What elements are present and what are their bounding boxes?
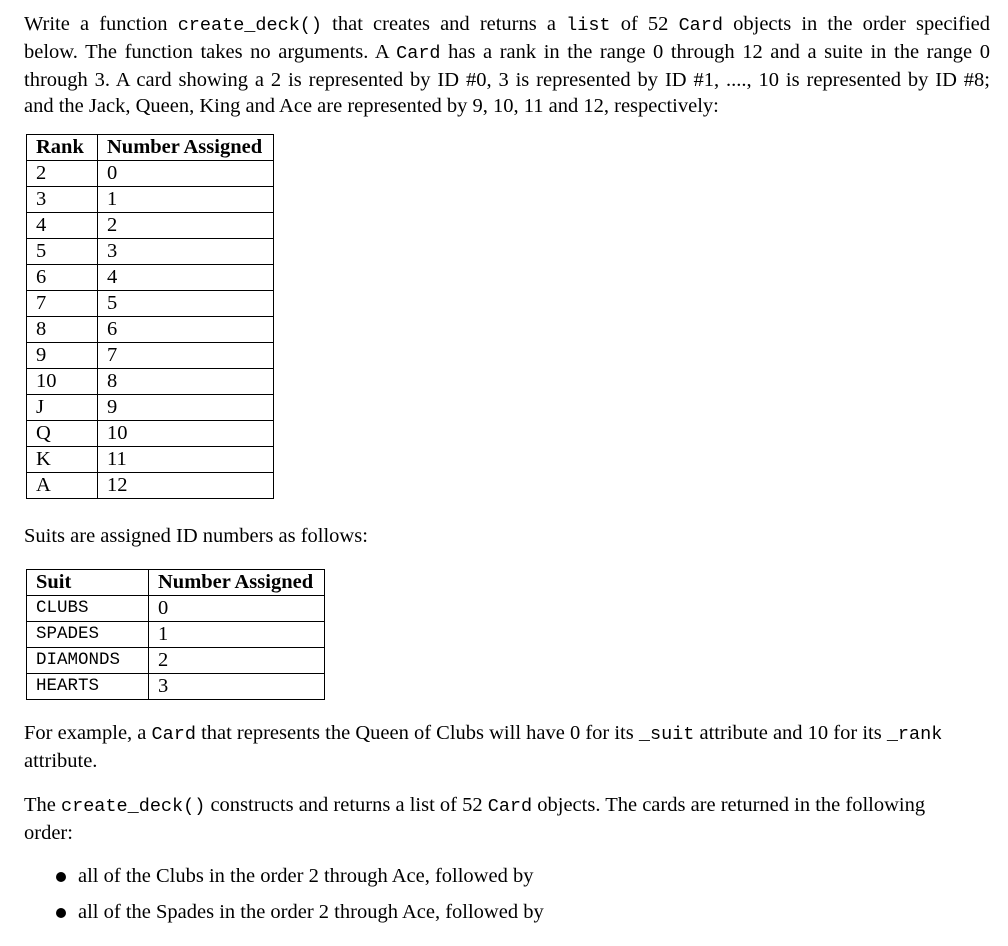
card-code: Card — [396, 43, 441, 64]
rank-cell: A — [27, 473, 98, 499]
suit-cell: DIAMONDS — [27, 648, 149, 674]
rank-cell: 6 — [27, 265, 98, 291]
rank-cell: J — [27, 395, 98, 421]
bullet-icon — [56, 908, 66, 918]
card-code: Card — [151, 724, 196, 745]
example-text: attribute. — [24, 750, 98, 772]
order-text: objects. The cards are returned in the following — [532, 794, 926, 816]
list-item-text: all of the Spades in the order 2 through Ace, followed by — [78, 901, 544, 923]
number-cell: 12 — [98, 473, 274, 499]
suit-column-header: Suit — [27, 570, 149, 596]
number-cell: 4 — [98, 265, 274, 291]
table-row — [27, 317, 274, 343]
number-cell: 7 — [98, 343, 274, 369]
number-cell: 11 — [98, 447, 274, 473]
number-cell: 0 — [149, 596, 325, 622]
table-row — [27, 161, 274, 187]
intro-text: has a rank in the range 0 through 12 and a suite in the range 0 — [440, 41, 990, 63]
order-paragraph — [24, 792, 990, 846]
rank-cell: 5 — [27, 239, 98, 265]
table-row — [27, 239, 274, 265]
table-row — [27, 291, 274, 317]
order-text: constructs and returns a list of 52 — [205, 794, 488, 816]
intro-line-3 — [24, 67, 990, 93]
number-cell: 1 — [98, 187, 274, 213]
rank-cell: 7 — [27, 291, 98, 317]
intro-text: objects in the order specified — [722, 13, 990, 35]
rank-cell: Q — [27, 421, 98, 447]
number-cell: 3 — [149, 674, 325, 700]
function-name-code: create_deck() — [177, 15, 323, 36]
number-assigned-column-header: Number Assigned — [149, 570, 325, 596]
rank-cell: 2 — [27, 161, 98, 187]
intro-text: below. The function takes no arguments. A — [24, 41, 397, 63]
order-list — [54, 863, 544, 935]
intro-line-1 — [24, 11, 990, 39]
intro-text: and the Jack, Queen, King and Ace are represented by 9, 10, 11 and 12, respectively: — [24, 95, 719, 117]
list-item — [54, 899, 544, 935]
suit-cell: CLUBS — [27, 596, 149, 622]
example-text: that represents the Queen of Clubs will have 0 for its — [195, 722, 639, 744]
table-row — [27, 473, 274, 499]
number-cell: 8 — [98, 369, 274, 395]
suits-intro-text: Suits are assigned ID numbers as follows: — [24, 525, 368, 547]
rank-table — [26, 134, 274, 499]
rank-cell: 9 — [27, 343, 98, 369]
rank-cell: 4 — [27, 213, 98, 239]
table-row — [27, 596, 325, 622]
rank-cell: 3 — [27, 187, 98, 213]
table-row — [27, 648, 325, 674]
table-row — [27, 421, 274, 447]
table-row — [27, 369, 274, 395]
function-name-code: create_deck() — [61, 796, 206, 817]
number-assigned-column-header: Number Assigned — [98, 135, 274, 161]
number-cell: 10 — [98, 421, 274, 447]
intro-text: through 3. A card showing a 2 is represented by ID #0, 3 is represented by ID #1, ...., 10 is represented by ID #8; — [24, 69, 990, 91]
number-cell: 3 — [98, 239, 274, 265]
card-code: Card — [487, 796, 533, 817]
card-code: Card — [678, 15, 723, 36]
intro-text: of 52 — [610, 13, 679, 35]
rank-cell: 8 — [27, 317, 98, 343]
intro-text: that creates and returns a — [322, 13, 567, 35]
intro-line-2 — [24, 39, 990, 67]
table-row — [27, 674, 325, 700]
rank-attr-code: _rank — [886, 724, 943, 745]
example-text: attribute and 10 for its — [694, 722, 887, 744]
rank-table-header-row — [27, 135, 274, 161]
list-item-text: all of the Clubs in the order 2 through Ace, followed by — [78, 865, 534, 887]
list-code: list — [566, 15, 611, 36]
table-row — [27, 622, 325, 648]
number-cell: 9 — [98, 395, 274, 421]
table-row — [27, 187, 274, 213]
table-row — [27, 265, 274, 291]
number-cell: 5 — [98, 291, 274, 317]
order-text: The — [24, 794, 61, 816]
rank-cell: 10 — [27, 369, 98, 395]
intro-line-4 — [24, 93, 990, 119]
suit-attr-code: _suit — [638, 724, 695, 745]
number-cell: 2 — [98, 213, 274, 239]
intro-text: Write a function — [24, 13, 178, 35]
number-cell: 0 — [98, 161, 274, 187]
suit-cell: HEARTS — [27, 674, 149, 700]
example-paragraph — [24, 720, 990, 774]
list-item — [54, 863, 544, 899]
suit-table-header-row — [27, 570, 325, 596]
intro-paragraph — [24, 11, 990, 119]
order-text: order: — [24, 822, 73, 844]
number-cell: 2 — [149, 648, 325, 674]
bullet-icon — [56, 872, 66, 882]
number-cell: 1 — [149, 622, 325, 648]
table-row — [27, 213, 274, 239]
table-row — [27, 343, 274, 369]
suit-table — [26, 569, 325, 700]
number-cell: 6 — [98, 317, 274, 343]
table-row — [27, 395, 274, 421]
rank-column-header: Rank — [27, 135, 98, 161]
rank-cell: K — [27, 447, 98, 473]
suit-cell: SPADES — [27, 622, 149, 648]
example-text: For example, a — [24, 722, 152, 744]
table-row — [27, 447, 274, 473]
